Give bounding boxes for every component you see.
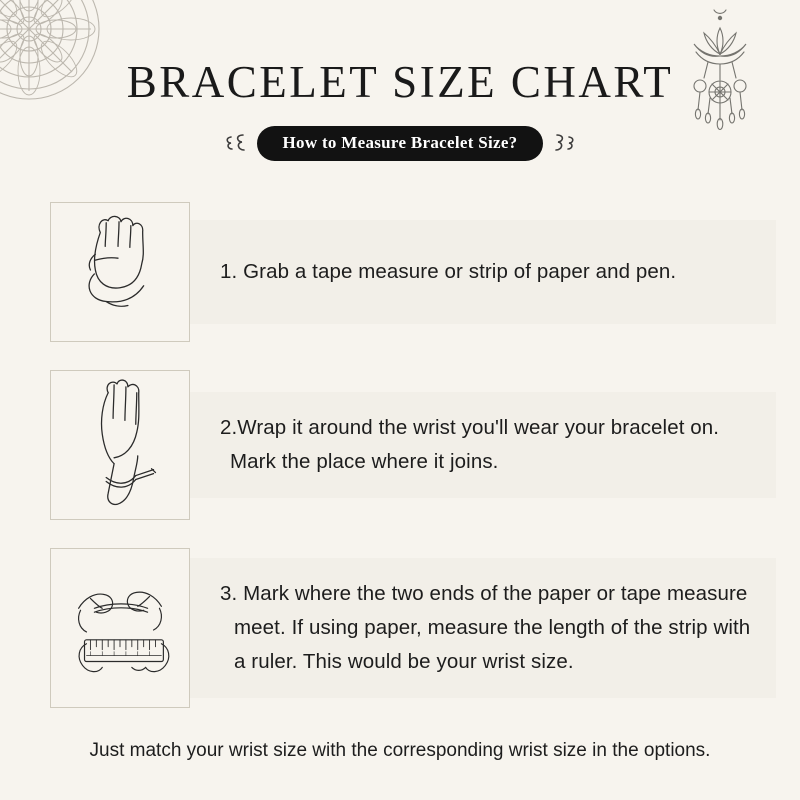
steps-list — [0, 202, 800, 736]
list-item — [0, 370, 800, 520]
subtitle-row — [0, 126, 800, 160]
footer-note: Just match your wrist size with the corresponding wrist size in the options. — [89, 740, 711, 761]
hands-measuring-with-ruler-icon — [50, 548, 190, 708]
list-item — [0, 202, 800, 342]
hand-with-tape-around-wrist-icon — [50, 370, 190, 520]
list-item — [0, 548, 800, 708]
step-text: 3. Mark where the two ends of the paper or tape measure meet. If using paper, measure the length of the strip with a ruler. This would be your wrist size. — [220, 582, 751, 673]
swirl-flourish-icon-right — [553, 130, 579, 156]
page-title: BRACELET SIZE CHART — [126, 57, 674, 107]
hand-fist-with-tape-icon — [50, 202, 190, 342]
step-text: 2.Wrap it around the wrist you'll wear your bracelet on. Mark the place where it joins. — [220, 416, 720, 473]
step-text: 1. Grab a tape measure or strip of paper and pen. — [220, 260, 677, 283]
subtitle-pill: How to Measure Bracelet Size? — [257, 126, 544, 161]
swirl-flourish-icon-left — [221, 130, 247, 156]
